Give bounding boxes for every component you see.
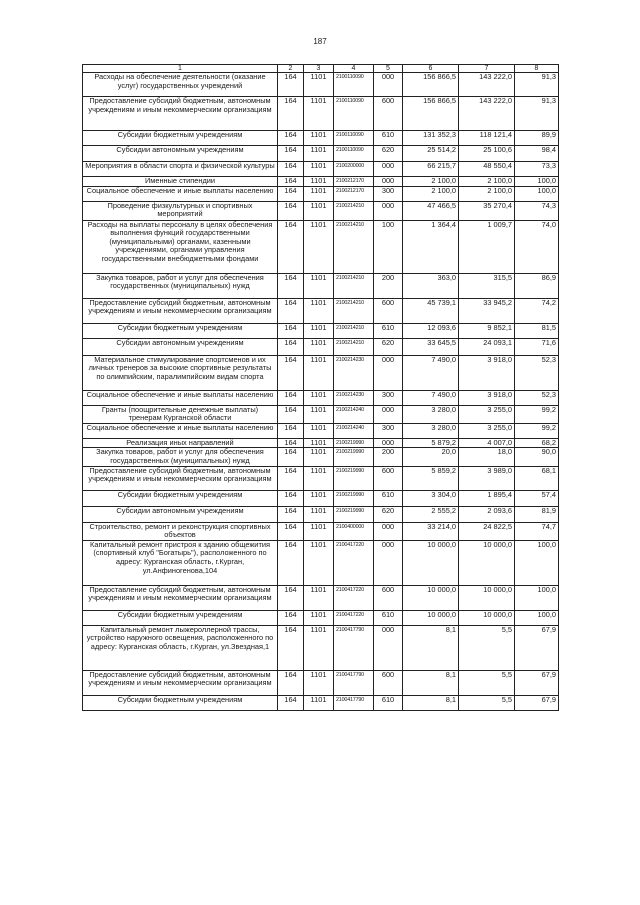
row-name-cell: Гранты (поощрительные денежные выплаты) тренерам Курганской области xyxy=(83,405,278,423)
row-section-code-cell: 1101 xyxy=(304,390,334,405)
row-target-article-cell: 2100214240 xyxy=(334,405,374,423)
row-plan-amount-cell: 8,1 xyxy=(403,625,459,670)
row-section-code-cell: 1101 xyxy=(304,423,334,438)
table-row xyxy=(83,146,559,162)
row-section-code-cell: 1101 xyxy=(304,323,334,338)
table-row xyxy=(83,540,559,585)
row-section-code-cell: 1101 xyxy=(304,490,334,506)
row-target-article-cell: 2100417790 xyxy=(334,695,374,710)
row-actual-amount-cell: 18,0 xyxy=(459,448,515,466)
table-row xyxy=(83,423,559,438)
row-expense-type-cell: 620 xyxy=(374,506,403,522)
row-target-article-cell: 2100214210 xyxy=(334,323,374,338)
row-ved-code-cell: 164 xyxy=(278,522,304,540)
row-section-code-cell: 1101 xyxy=(304,355,334,390)
row-actual-amount-cell: 25 100,6 xyxy=(459,146,515,162)
row-target-article-cell: 2100214210 xyxy=(334,273,374,298)
row-section-code-cell: 1101 xyxy=(304,146,334,162)
row-section-code-cell: 1101 xyxy=(304,695,334,710)
table-row xyxy=(83,625,559,670)
row-plan-amount-cell: 10 000,0 xyxy=(403,540,459,585)
row-target-article-cell: 2100110090 xyxy=(334,73,374,97)
row-actual-amount-cell: 10 000,0 xyxy=(459,585,515,610)
row-actual-amount-cell: 10 000,0 xyxy=(459,540,515,585)
row-target-article-cell: 2100214230 xyxy=(334,355,374,390)
table-row xyxy=(83,220,559,273)
table-row xyxy=(83,448,559,466)
row-section-code-cell: 1101 xyxy=(304,162,334,177)
row-target-article-cell: 2100212170 xyxy=(334,186,374,201)
column-number-header: 2 xyxy=(278,65,304,73)
row-actual-amount-cell: 35 270,4 xyxy=(459,201,515,220)
row-target-article-cell: 2100417790 xyxy=(334,670,374,695)
row-ved-code-cell: 164 xyxy=(278,97,304,131)
row-expense-type-cell: 600 xyxy=(374,298,403,323)
row-percent-cell: 100,0 xyxy=(515,585,559,610)
row-plan-amount-cell: 33 645,5 xyxy=(403,338,459,355)
row-ved-code-cell: 164 xyxy=(278,273,304,298)
column-number-header: 6 xyxy=(403,65,459,73)
row-expense-type-cell: 000 xyxy=(374,355,403,390)
row-section-code-cell: 1101 xyxy=(304,73,334,97)
row-ved-code-cell: 164 xyxy=(278,438,304,448)
row-expense-type-cell: 610 xyxy=(374,695,403,710)
row-expense-type-cell: 610 xyxy=(374,610,403,625)
row-expense-type-cell: 100 xyxy=(374,220,403,273)
row-expense-type-cell: 200 xyxy=(374,273,403,298)
table-row xyxy=(83,131,559,146)
row-target-article-cell: 2100110090 xyxy=(334,97,374,131)
row-plan-amount-cell: 12 093,6 xyxy=(403,323,459,338)
table-row xyxy=(83,273,559,298)
row-ved-code-cell: 164 xyxy=(278,323,304,338)
row-target-article-cell: 2100400000 xyxy=(334,522,374,540)
column-number-header: 5 xyxy=(374,65,403,73)
table-row xyxy=(83,355,559,390)
column-number-header: 8 xyxy=(515,65,559,73)
table-row xyxy=(83,522,559,540)
row-ved-code-cell: 164 xyxy=(278,490,304,506)
row-expense-type-cell: 000 xyxy=(374,625,403,670)
row-target-article-cell: 2100417220 xyxy=(334,540,374,585)
row-plan-amount-cell: 131 352,3 xyxy=(403,131,459,146)
table-row xyxy=(83,298,559,323)
row-percent-cell: 90,0 xyxy=(515,448,559,466)
row-ved-code-cell: 164 xyxy=(278,146,304,162)
row-percent-cell: 71,6 xyxy=(515,338,559,355)
row-name-cell: Мероприятия в области спорта и физической культуры xyxy=(83,162,278,177)
row-percent-cell: 81,5 xyxy=(515,323,559,338)
table-row xyxy=(83,610,559,625)
row-target-article-cell: 2100219990 xyxy=(334,438,374,448)
row-expense-type-cell: 000 xyxy=(374,540,403,585)
row-ved-code-cell: 164 xyxy=(278,390,304,405)
row-section-code-cell: 1101 xyxy=(304,585,334,610)
row-actual-amount-cell: 3 989,0 xyxy=(459,466,515,490)
row-name-cell: Капитальный ремонт пристроя к зданию общежития (спортивный клуб "Богатырь"), расположенного по адресу: Курганская область, г.Курган, ул.Анфиногенова,104 xyxy=(83,540,278,585)
table-row xyxy=(83,695,559,710)
row-plan-amount-cell: 3 280,0 xyxy=(403,423,459,438)
row-target-article-cell: 2100219990 xyxy=(334,466,374,490)
row-plan-amount-cell: 47 466,5 xyxy=(403,201,459,220)
table-row xyxy=(83,323,559,338)
row-actual-amount-cell: 48 550,4 xyxy=(459,162,515,177)
row-target-article-cell: 2100219990 xyxy=(334,490,374,506)
row-percent-cell: 91,3 xyxy=(515,73,559,97)
row-percent-cell: 74,7 xyxy=(515,522,559,540)
row-section-code-cell: 1101 xyxy=(304,670,334,695)
row-percent-cell: 91,3 xyxy=(515,97,559,131)
row-ved-code-cell: 164 xyxy=(278,506,304,522)
row-ved-code-cell: 164 xyxy=(278,610,304,625)
row-target-article-cell: 2100417790 xyxy=(334,625,374,670)
table-row xyxy=(83,405,559,423)
row-actual-amount-cell: 33 945,2 xyxy=(459,298,515,323)
row-expense-type-cell: 300 xyxy=(374,390,403,405)
row-percent-cell: 89,9 xyxy=(515,131,559,146)
row-ved-code-cell: 164 xyxy=(278,162,304,177)
row-actual-amount-cell: 143 222,0 xyxy=(459,97,515,131)
column-number-header: 7 xyxy=(459,65,515,73)
row-target-article-cell: 2100219990 xyxy=(334,448,374,466)
row-plan-amount-cell: 25 514,2 xyxy=(403,146,459,162)
column-number-header: 1 xyxy=(83,65,278,73)
row-name-cell: Субсидии автономным учреждениям xyxy=(83,146,278,162)
row-expense-type-cell: 620 xyxy=(374,146,403,162)
row-ved-code-cell: 164 xyxy=(278,405,304,423)
row-expense-type-cell: 620 xyxy=(374,338,403,355)
row-actual-amount-cell: 3 255,0 xyxy=(459,423,515,438)
row-name-cell: Социальное обеспечение и иные выплаты населению xyxy=(83,423,278,438)
row-ved-code-cell: 164 xyxy=(278,73,304,97)
row-name-cell: Субсидии бюджетным учреждениям xyxy=(83,490,278,506)
row-name-cell: Предоставление субсидий бюджетным, автономным учреждениям и иным некоммерческим организациям xyxy=(83,298,278,323)
row-actual-amount-cell: 3 255,0 xyxy=(459,405,515,423)
row-plan-amount-cell: 2 555,2 xyxy=(403,506,459,522)
row-actual-amount-cell: 315,5 xyxy=(459,273,515,298)
row-section-code-cell: 1101 xyxy=(304,97,334,131)
table-row xyxy=(83,585,559,610)
row-percent-cell: 57,4 xyxy=(515,490,559,506)
row-ved-code-cell: 164 xyxy=(278,298,304,323)
table-row xyxy=(83,162,559,177)
row-ved-code-cell: 164 xyxy=(278,186,304,201)
table-row xyxy=(83,390,559,405)
row-ved-code-cell: 164 xyxy=(278,201,304,220)
row-actual-amount-cell: 3 918,0 xyxy=(459,390,515,405)
row-expense-type-cell: 610 xyxy=(374,323,403,338)
row-percent-cell: 73,3 xyxy=(515,162,559,177)
row-ved-code-cell: 164 xyxy=(278,670,304,695)
row-percent-cell: 100,0 xyxy=(515,540,559,585)
row-actual-amount-cell: 2 100,0 xyxy=(459,186,515,201)
row-expense-type-cell: 000 xyxy=(374,405,403,423)
row-section-code-cell: 1101 xyxy=(304,438,334,448)
row-section-code-cell: 1101 xyxy=(304,177,334,187)
row-percent-cell: 67,9 xyxy=(515,670,559,695)
row-plan-amount-cell: 8,1 xyxy=(403,695,459,710)
row-section-code-cell: 1101 xyxy=(304,220,334,273)
row-actual-amount-cell: 143 222,0 xyxy=(459,73,515,97)
row-target-article-cell: 2100212170 xyxy=(334,177,374,187)
row-percent-cell: 74,2 xyxy=(515,298,559,323)
row-section-code-cell: 1101 xyxy=(304,625,334,670)
row-ved-code-cell: 164 xyxy=(278,177,304,187)
row-plan-amount-cell: 3 304,0 xyxy=(403,490,459,506)
row-section-code-cell: 1101 xyxy=(304,131,334,146)
row-actual-amount-cell: 118 121,4 xyxy=(459,131,515,146)
row-expense-type-cell: 610 xyxy=(374,131,403,146)
budget-table-body xyxy=(83,65,559,711)
row-expense-type-cell: 000 xyxy=(374,522,403,540)
row-expense-type-cell: 600 xyxy=(374,466,403,490)
row-ved-code-cell: 164 xyxy=(278,220,304,273)
row-percent-cell: 99,2 xyxy=(515,405,559,423)
row-ved-code-cell: 164 xyxy=(278,355,304,390)
row-plan-amount-cell: 2 100,0 xyxy=(403,177,459,187)
row-section-code-cell: 1101 xyxy=(304,273,334,298)
row-expense-type-cell: 300 xyxy=(374,186,403,201)
row-percent-cell: 68,1 xyxy=(515,466,559,490)
row-section-code-cell: 1101 xyxy=(304,448,334,466)
table-row xyxy=(83,73,559,97)
row-target-article-cell: 2100417220 xyxy=(334,585,374,610)
row-name-cell: Проведение физкультурных и спортивных мероприятий xyxy=(83,201,278,220)
row-percent-cell: 100,0 xyxy=(515,610,559,625)
row-actual-amount-cell: 3 918,0 xyxy=(459,355,515,390)
row-plan-amount-cell: 20,0 xyxy=(403,448,459,466)
row-name-cell: Капитальный ремонт лыжероллерной трассы, устройство наружного освещения, расположенного по адресу: Курганская область, г.Курган, ул.Звездная,1 xyxy=(83,625,278,670)
row-name-cell: Предоставление субсидий бюджетным, автономным учреждениям и иным некоммерческим организациям xyxy=(83,466,278,490)
row-name-cell: Субсидии бюджетным учреждениям xyxy=(83,610,278,625)
table-row xyxy=(83,490,559,506)
row-actual-amount-cell: 2 100,0 xyxy=(459,177,515,187)
row-name-cell: Субсидии автономным учреждениям xyxy=(83,338,278,355)
row-actual-amount-cell: 9 852,1 xyxy=(459,323,515,338)
column-number-header: 4 xyxy=(334,65,374,73)
row-actual-amount-cell: 5,5 xyxy=(459,670,515,695)
row-percent-cell: 67,9 xyxy=(515,695,559,710)
row-section-code-cell: 1101 xyxy=(304,610,334,625)
row-expense-type-cell: 600 xyxy=(374,670,403,695)
row-plan-amount-cell: 8,1 xyxy=(403,670,459,695)
row-name-cell: Предоставление субсидий бюджетным, автономным учреждениям и иным некоммерческим организациям xyxy=(83,585,278,610)
row-ved-code-cell: 164 xyxy=(278,423,304,438)
row-expense-type-cell: 000 xyxy=(374,73,403,97)
table-row xyxy=(83,97,559,131)
row-percent-cell: 99,2 xyxy=(515,423,559,438)
row-percent-cell: 74,0 xyxy=(515,220,559,273)
row-target-article-cell: 2100200000 xyxy=(334,162,374,177)
row-expense-type-cell: 600 xyxy=(374,585,403,610)
row-section-code-cell: 1101 xyxy=(304,298,334,323)
row-percent-cell: 74,3 xyxy=(515,201,559,220)
row-target-article-cell: 2100110090 xyxy=(334,131,374,146)
row-name-cell: Расходы на выплаты персоналу в целях обеспечения выполнения функций государственными (муниципальными) органами, казенными учреждениями, органами управления государственными внебюджетными фондами xyxy=(83,220,278,273)
row-percent-cell: 100,0 xyxy=(515,177,559,187)
table-row xyxy=(83,466,559,490)
row-plan-amount-cell: 363,0 xyxy=(403,273,459,298)
row-ved-code-cell: 164 xyxy=(278,625,304,670)
row-actual-amount-cell: 5,5 xyxy=(459,625,515,670)
row-ved-code-cell: 164 xyxy=(278,585,304,610)
row-actual-amount-cell: 10 000,0 xyxy=(459,610,515,625)
table-row xyxy=(83,177,559,187)
row-plan-amount-cell: 2 100,0 xyxy=(403,186,459,201)
row-plan-amount-cell: 1 364,4 xyxy=(403,220,459,273)
row-name-cell: Закупка товаров, работ и услуг для обеспечения государственных (муниципальных) нужд xyxy=(83,448,278,466)
row-ved-code-cell: 164 xyxy=(278,540,304,585)
row-plan-amount-cell: 5 859,2 xyxy=(403,466,459,490)
row-name-cell: Закупка товаров, работ и услуг для обеспечения государственных (муниципальных) нужд xyxy=(83,273,278,298)
row-target-article-cell: 2100214210 xyxy=(334,298,374,323)
row-plan-amount-cell: 45 739,1 xyxy=(403,298,459,323)
row-plan-amount-cell: 3 280,0 xyxy=(403,405,459,423)
row-target-article-cell: 2100214210 xyxy=(334,338,374,355)
table-row xyxy=(83,506,559,522)
row-section-code-cell: 1101 xyxy=(304,506,334,522)
row-expense-type-cell: 000 xyxy=(374,438,403,448)
row-section-code-cell: 1101 xyxy=(304,540,334,585)
row-name-cell: Материальное стимулирование спортсменов и их личных тренеров за высокие спортивные результаты по олимпийским, паралимпийским видам спорта xyxy=(83,355,278,390)
row-name-cell: Субсидии бюджетным учреждениям xyxy=(83,323,278,338)
budget-table xyxy=(82,64,559,711)
row-name-cell: Реализация иных направлений xyxy=(83,438,278,448)
row-expense-type-cell: 000 xyxy=(374,177,403,187)
row-actual-amount-cell: 5,5 xyxy=(459,695,515,710)
row-percent-cell: 68,2 xyxy=(515,438,559,448)
row-name-cell: Расходы на обеспечение деятельности (оказание услуг) государственных учреждений xyxy=(83,73,278,97)
row-target-article-cell: 2100214230 xyxy=(334,390,374,405)
table-row xyxy=(83,670,559,695)
row-section-code-cell: 1101 xyxy=(304,186,334,201)
row-percent-cell: 86,9 xyxy=(515,273,559,298)
row-percent-cell: 67,9 xyxy=(515,625,559,670)
row-ved-code-cell: 164 xyxy=(278,448,304,466)
row-percent-cell: 98,4 xyxy=(515,146,559,162)
row-actual-amount-cell: 1 009,7 xyxy=(459,220,515,273)
row-actual-amount-cell: 24 093,1 xyxy=(459,338,515,355)
row-section-code-cell: 1101 xyxy=(304,466,334,490)
row-plan-amount-cell: 156 866,5 xyxy=(403,73,459,97)
row-target-article-cell: 2100219990 xyxy=(334,506,374,522)
row-section-code-cell: 1101 xyxy=(304,201,334,220)
table-row xyxy=(83,201,559,220)
row-name-cell: Субсидии автономным учреждениям xyxy=(83,506,278,522)
row-target-article-cell: 2100214210 xyxy=(334,220,374,273)
row-actual-amount-cell: 4 007,0 xyxy=(459,438,515,448)
table-row xyxy=(83,338,559,355)
row-name-cell: Именные стипендии xyxy=(83,177,278,187)
row-section-code-cell: 1101 xyxy=(304,522,334,540)
row-actual-amount-cell: 2 093,6 xyxy=(459,506,515,522)
row-expense-type-cell: 610 xyxy=(374,490,403,506)
row-name-cell: Социальное обеспечение и иные выплаты населению xyxy=(83,186,278,201)
row-expense-type-cell: 300 xyxy=(374,423,403,438)
row-name-cell: Предоставление субсидий бюджетным, автономным учреждениям и иным некоммерческим организациям xyxy=(83,670,278,695)
row-expense-type-cell: 600 xyxy=(374,97,403,131)
row-percent-cell: 52,3 xyxy=(515,390,559,405)
row-plan-amount-cell: 10 000,0 xyxy=(403,610,459,625)
row-expense-type-cell: 000 xyxy=(374,201,403,220)
row-plan-amount-cell: 156 866,5 xyxy=(403,97,459,131)
row-target-article-cell: 2100417220 xyxy=(334,610,374,625)
row-section-code-cell: 1101 xyxy=(304,405,334,423)
row-name-cell: Строительство, ремонт и реконструкция спортивных объектов xyxy=(83,522,278,540)
row-target-article-cell: 2100110090 xyxy=(334,146,374,162)
column-number-header: 3 xyxy=(304,65,334,73)
row-percent-cell: 81,9 xyxy=(515,506,559,522)
row-expense-type-cell: 200 xyxy=(374,448,403,466)
row-name-cell: Субсидии бюджетным учреждениям xyxy=(83,695,278,710)
row-name-cell: Субсидии бюджетным учреждениям xyxy=(83,131,278,146)
row-ved-code-cell: 164 xyxy=(278,695,304,710)
table-row xyxy=(83,186,559,201)
row-target-article-cell: 2100214210 xyxy=(334,201,374,220)
row-name-cell: Предоставление субсидий бюджетным, автономным учреждениям и иным некоммерческим организациям xyxy=(83,97,278,131)
row-plan-amount-cell: 7 490,0 xyxy=(403,355,459,390)
row-plan-amount-cell: 5 879,2 xyxy=(403,438,459,448)
row-percent-cell: 100,0 xyxy=(515,186,559,201)
row-target-article-cell: 2100214240 xyxy=(334,423,374,438)
page-number: 187 xyxy=(313,37,327,46)
row-expense-type-cell: 000 xyxy=(374,162,403,177)
row-ved-code-cell: 164 xyxy=(278,466,304,490)
row-percent-cell: 52,3 xyxy=(515,355,559,390)
row-plan-amount-cell: 33 214,0 xyxy=(403,522,459,540)
row-section-code-cell: 1101 xyxy=(304,338,334,355)
row-ved-code-cell: 164 xyxy=(278,131,304,146)
row-ved-code-cell: 164 xyxy=(278,338,304,355)
row-plan-amount-cell: 10 000,0 xyxy=(403,585,459,610)
row-plan-amount-cell: 7 490,0 xyxy=(403,390,459,405)
row-actual-amount-cell: 24 822,5 xyxy=(459,522,515,540)
row-actual-amount-cell: 1 895,4 xyxy=(459,490,515,506)
row-plan-amount-cell: 66 215,7 xyxy=(403,162,459,177)
row-name-cell: Социальное обеспечение и иные выплаты населению xyxy=(83,390,278,405)
